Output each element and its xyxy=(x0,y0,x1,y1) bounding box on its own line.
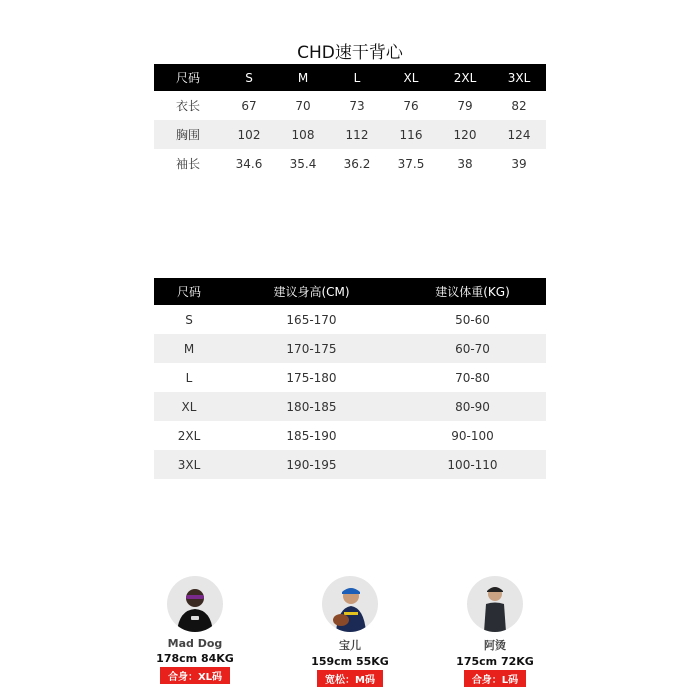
header-cell: XL xyxy=(384,64,438,91)
table-cell: 73 xyxy=(349,98,365,113)
table-row xyxy=(154,363,546,392)
header-cell: 尺码 xyxy=(154,278,224,305)
table-row xyxy=(154,450,546,479)
size-recommendation-table xyxy=(154,278,546,479)
model-avatar xyxy=(322,576,378,632)
table-cell: 3XL xyxy=(154,450,224,479)
table-cell: 34.6 xyxy=(235,156,263,171)
table-cell: 70-80 xyxy=(455,370,490,385)
table-cell: 120 xyxy=(438,120,492,149)
header-cell: 建议身高(CM) xyxy=(224,278,399,305)
table-cell: L xyxy=(185,370,193,385)
person-icon xyxy=(467,576,523,632)
table-row xyxy=(154,392,546,421)
model-card xyxy=(435,576,555,687)
table-cell: 124 xyxy=(492,120,546,149)
table-cell: 37.5 xyxy=(397,156,425,171)
table-header-row xyxy=(154,278,546,305)
table-header-row xyxy=(154,64,546,91)
table-cell: 112 xyxy=(330,120,384,149)
table-cell: 102 xyxy=(222,120,276,149)
row-label: 衣长 xyxy=(175,99,200,113)
row-label: 胸围 xyxy=(154,120,222,149)
header-cell: S xyxy=(222,64,276,91)
model-stats: 159cm 55KG xyxy=(311,655,389,668)
table-cell: 180-185 xyxy=(224,392,399,421)
table-cell: XL xyxy=(154,392,224,421)
table-cell: 108 xyxy=(276,120,330,149)
table-cell: M xyxy=(154,334,224,363)
header-cell: M xyxy=(276,64,330,91)
row-label: 袖长 xyxy=(175,157,200,171)
table-row xyxy=(154,421,546,450)
table-cell: 185-190 xyxy=(286,428,337,443)
model-name: Mad Dog xyxy=(167,637,223,650)
model-name: 阿烫 xyxy=(484,639,506,652)
table-cell: 50-60 xyxy=(455,312,490,327)
table-row xyxy=(154,334,546,363)
table-row xyxy=(154,120,546,149)
table-cell: S xyxy=(185,312,193,327)
fit-badge: 合身：L码 xyxy=(464,670,526,687)
table-cell: 70 xyxy=(295,98,311,113)
table-cell: 190-195 xyxy=(224,450,399,479)
header-cell: 2XL xyxy=(438,64,492,91)
person-icon xyxy=(322,576,378,632)
table-cell: 79 xyxy=(457,98,473,113)
table-cell: 35.4 xyxy=(289,156,317,171)
header-cell: 3XL xyxy=(492,64,546,91)
page-title: CHD速干背心 xyxy=(297,43,403,63)
table-cell: 36.2 xyxy=(343,156,371,171)
table-cell: 100-110 xyxy=(399,450,546,479)
table-cell: 39 xyxy=(511,156,527,171)
model-avatar xyxy=(467,576,523,632)
fit-badge: 合身：XL码 xyxy=(160,667,230,684)
table-cell: 116 xyxy=(384,120,438,149)
person-icon xyxy=(167,576,223,632)
table-cell: 2XL xyxy=(177,428,201,443)
table-cell: 38 xyxy=(457,156,473,171)
table-cell: 82 xyxy=(511,98,527,113)
table-cell: 165-170 xyxy=(286,312,337,327)
header-cell: 尺码 xyxy=(154,64,222,91)
header-cell: 建议体重(KG) xyxy=(399,278,546,305)
table-cell: 175-180 xyxy=(286,370,337,385)
table-cell: 76 xyxy=(403,98,419,113)
table-row xyxy=(154,91,546,120)
table-row xyxy=(154,305,546,334)
fit-badge: 宽松：M码 xyxy=(317,670,383,687)
table-cell: 80-90 xyxy=(399,392,546,421)
table-cell: 60-70 xyxy=(399,334,546,363)
model-card xyxy=(135,576,255,684)
size-measurement-table xyxy=(154,64,546,178)
model-card xyxy=(290,576,410,687)
model-stats: 178cm 84KG xyxy=(156,652,234,665)
table-cell: 170-175 xyxy=(224,334,399,363)
model-name: 宝儿 xyxy=(339,639,361,652)
header-cell: L xyxy=(330,64,384,91)
table-cell: 90-100 xyxy=(451,428,494,443)
model-avatar xyxy=(167,576,223,632)
table-row xyxy=(154,149,546,178)
model-stats: 175cm 72KG xyxy=(456,655,534,668)
table-cell: 67 xyxy=(241,98,257,113)
